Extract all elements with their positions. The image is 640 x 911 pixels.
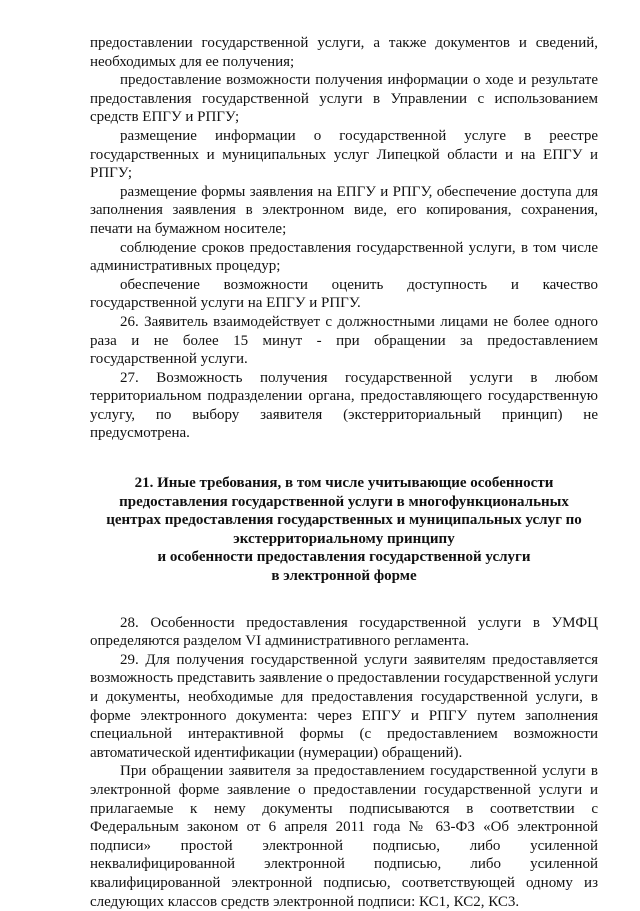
- section-heading-21: [90, 474, 598, 586]
- paragraph-electronic-signature: [90, 762, 598, 911]
- paragraph-form-placement: размещение формы заявления на ЕПГУ и РПГУ, обеспечение доступа для заполнения заявления в электронном виде, его копирования, сохранения, печати на бумажном носителе;: [90, 183, 598, 237]
- signature-text-end: от 6 апреля 2011 года № 63-ФЗ «Об электронной подписи» простой электронной подписью, либо усиленной неквалифицированной электронной подписью, либо усиленной квалифицированной электронной подписью, соответствующей одному из следующих классов средств электронной подписи: КС1, КС2, КС3.: [90, 819, 598, 910]
- signature-text-start: При обращении заявителя за предоставлением государственной услуги в электронной форме заявление о предоставлении государственной услуги и прилагаемые к нему документы подписываются в соответствии с Федеральным: [90, 763, 598, 836]
- paragraph-deadlines: соблюдение сроков предоставления государственной услуги, в том числе административных процедур;: [90, 239, 598, 275]
- heading-line: центрах предоставления государственных и муниципальных услуг по: [106, 512, 582, 529]
- heading-line: 21. Иные требования, в том числе учитывающие особенности: [134, 475, 554, 492]
- heading-line: экстерриториальному принципу: [233, 530, 455, 547]
- heading-line: и особенности предоставления государственной услуги: [157, 549, 531, 566]
- heading-line: предоставления государственной услуги в многофункциональных: [119, 493, 569, 510]
- heading-line: в электронной форме: [271, 568, 417, 585]
- paragraph-29: 29. Для получения государственной услуги заявителям предоставляется возможность представить заявление о предоставлении государственной услуги и документы, необходимые для предоставления государственной услуги, в форме электронного документа: через ЕПГУ и РПГУ путем заполнения специальной интерактивной формы (с предоставлением возможности автоматической идентификации (нумерации) обращений).: [90, 651, 598, 761]
- paragraph-progress-info: предоставление возможности получения информации о ходе и результате предоставления государственной услуги в Управлении с использованием средств ЕПГУ и РПГУ;: [90, 72, 598, 126]
- paragraph-registry: размещение информации о государственной услуге в реестре государственных и муниципальных услуг Липецкой области и на ЕПГУ и РПГУ;: [90, 127, 598, 182]
- document-page: [90, 34, 598, 911]
- paragraph-continuation: предоставлении государственной услуги, а также документов и сведений, необходимых для ее получения;: [90, 35, 598, 70]
- paragraph-quality-assessment: обеспечение возможности оценить доступность и качество государственной услуги на ЕПГУ и РПГУ.: [90, 276, 598, 312]
- federal-law-link[interactable]: законом: [187, 819, 239, 836]
- paragraph-26: 26. Заявитель взаимодействует с должностными лицами не более одного раза и не более 15 минут - при обращении за предоставлением государственной услуги.: [90, 313, 598, 368]
- paragraph-27: 27. Возможность получения государственной услуги в любом территориальном подразделении органа, предоставляющего государственную услугу, по выбору заявителя (экстерриториальный принцип) не предусмотрена.: [90, 369, 598, 442]
- paragraph-28: 28. Особенности предоставления государственной услуги в УМФЦ определяются разделом VI административного регламента.: [90, 614, 598, 650]
